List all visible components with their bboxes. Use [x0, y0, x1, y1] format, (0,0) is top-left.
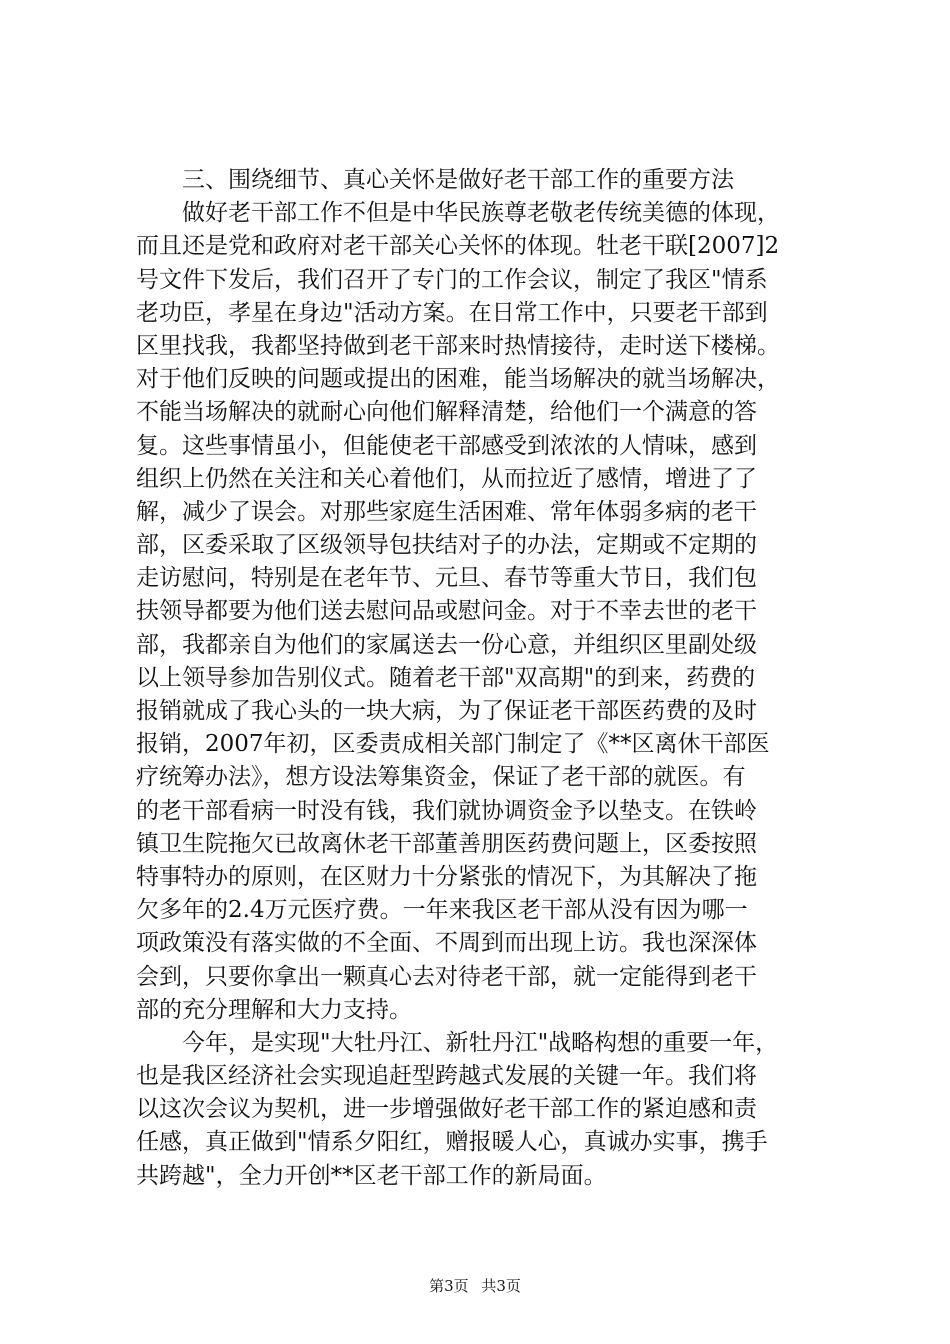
text-line: 特事特办的原则，在区财力十分紧张的情况下，为其解决了拖 — [136, 863, 757, 890]
text-line: 会到，只要你拿出一颗真心去对待老干部，就一定能得到老干 — [136, 963, 757, 990]
text-line: 部，我都亲自为他们的家属送去一份心意，并组织区里副处级 — [136, 631, 757, 658]
document-body — [136, 164, 836, 1193]
text-line: 今年，是实现"大牡丹江、新牡丹江"战略构想的重要一年， — [136, 1029, 779, 1056]
text-line: 疗统筹办法》，想方设法筹集资金，保证了老干部的就医。有 — [136, 764, 746, 791]
text-line: 以这次会议为契机，进一步增强做好老干部工作的紧迫感和责 — [136, 1096, 757, 1123]
text-line: 部的充分理解和大力支持。 — [136, 996, 412, 1023]
text-line: 的老干部看病一时没有钱，我们就协调资金予以垫支。在铁岭 — [136, 797, 757, 824]
text-line: 部，区委采取了区级领导包扶结对子的办法，定期或不定期的 — [136, 532, 757, 559]
text-line: 复。这些事情虽小，但能使老干部感受到浓浓的人情味，感到 — [136, 432, 757, 459]
page-footer — [0, 1276, 950, 1296]
text-line: 区里找我，我都坚持做到老干部来时热情接待，走时送下楼梯。 — [136, 332, 780, 359]
text-line: 扶领导都要为他们送去慰问品或慰问金。对于不幸去世的老干 — [136, 598, 757, 625]
text-line: 也是我区经济社会实现追赶型跨越式发展的关键一年。我们将 — [136, 1063, 757, 1090]
text-line: 报销就成了我心头的一块大病，为了保证老干部医药费的及时 — [136, 698, 757, 724]
text-line: 共跨越"，全力开创**区老干部工作的新局面。 — [136, 1162, 607, 1189]
text-line: 老功臣，孝星在身边"活动方案。在日常工作中，只要老干部到 — [136, 299, 768, 326]
text-line: 解，减少了误会。对那些家庭生活困难、常年体弱多病的老干 — [136, 498, 757, 525]
text-line: 欠多年的2.4万元医疗费。一年来我区老干部从没有因为哪一 — [136, 897, 748, 924]
page-number: 第3页 — [429, 1277, 469, 1295]
text-line: 组织上仍然在关注和关心着他们，从而拉近了感情，增进了了 — [136, 465, 757, 492]
section-heading: 三、围绕细节、真心关怀是做好老干部工作的重要方法 — [136, 167, 734, 193]
text-line: 对于他们反映的问题或提出的困难，能当场解决的就当场解决， — [136, 366, 780, 393]
text-line: 而且还是党和政府对老干部关心关怀的体现。牡老干联[2007]2 — [136, 233, 780, 260]
text-line: 以上领导参加告别仪式。随着老干部"双高期"的到来，药费的 — [136, 664, 756, 691]
text-line: 镇卫生院拖欠已故离休老干部董善朋医药费问题上，区委按照 — [136, 830, 757, 857]
text-line: 项政策没有落实做的不全面、不周到而出现上访。我也深深体 — [136, 930, 757, 957]
text-line: 做好老干部工作不但是中华民族尊老敬老传统美德的体现， — [136, 200, 780, 227]
text-line: 号文件下发后，我们召开了专门的工作会议，制定了我区"情系 — [136, 266, 768, 293]
text-line: 不能当场解决的就耐心向他们解释清楚，给他们一个满意的答 — [136, 399, 757, 426]
text-line: 任感，真正做到"情系夕阳红，赠报暖人心，真诚办实事，携手 — [136, 1129, 768, 1156]
text-line: 走访慰问，特别是在老年节、元旦、春节等重大节日，我们包 — [136, 565, 757, 592]
page-total: 共3页 — [481, 1277, 521, 1295]
text-line: 报销，2007年初，区委责成相关部门制定了《**区离休干部医 — [136, 731, 770, 758]
